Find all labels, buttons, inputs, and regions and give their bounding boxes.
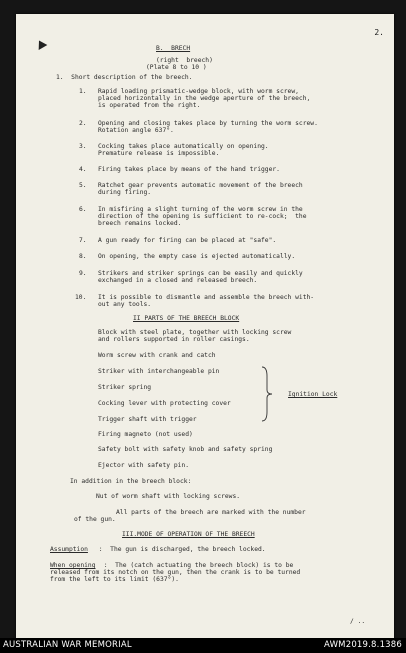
part-item: Trigger shaft with trigger — [98, 416, 197, 423]
item-line: Rapid loading prismatic-wedge block, with worm screw, — [98, 88, 299, 95]
assumption-text: : The gun is discharged, the breech locked. — [95, 546, 266, 553]
footer-bar — [0, 638, 406, 653]
ignition-lock-label: Ignition Lock — [288, 391, 338, 398]
continuation-mark: / .. — [350, 618, 366, 625]
ignition-lock-bracket — [260, 366, 274, 422]
item-number: 6. — [79, 206, 87, 213]
parts-intro-line: and rollers supported in roller casings. — [98, 336, 250, 343]
part-item: Firing magneto (not used) — [98, 431, 193, 438]
footer-accession-number: AWM2019.8.1386 — [324, 640, 402, 650]
item-number: 5. — [79, 182, 87, 189]
opening-line: : The (catch actuating the breech block) is to be — [100, 562, 294, 569]
item-line: Firing takes place by means of the hand trigger. — [98, 166, 280, 173]
item-line: Premature release is impossible. — [98, 150, 220, 157]
item-line: Strikers and striker springs can be easily and quickly — [98, 270, 303, 277]
item-number: 10. — [75, 294, 87, 301]
section-1-title: 1. Short description of the breech. — [56, 74, 193, 81]
item-line: It is possible to dismantle and assemble the breech with- — [98, 294, 315, 301]
item-line: Cocking takes place automatically on opening. — [98, 143, 269, 150]
item-line: out any tools. — [98, 301, 152, 308]
item-line: On opening, the empty case is ejected automatically. — [98, 253, 296, 260]
part-item: Ejector with safety pin. — [98, 462, 189, 469]
opening-label: When opening — [50, 562, 96, 569]
subheading-1: (right breech) — [156, 57, 213, 64]
section-3-title: III.MODE OF OPERATION OF THE BREECH — [122, 531, 255, 538]
item-number: 9. — [79, 270, 87, 277]
item-number: 2. — [79, 120, 87, 127]
pin-marker-icon — [35, 38, 48, 50]
item-number: 4. — [79, 166, 87, 173]
item-number: 3. — [79, 143, 87, 150]
part-item: Striker with interchangeable pin — [98, 368, 220, 375]
footer-left-credit: AUSTRALIAN WAR MEMORIAL — [3, 640, 132, 650]
opening-line: from the left to its limit (637°). — [50, 576, 179, 583]
document-page — [16, 14, 394, 638]
item-number: 8. — [79, 253, 87, 260]
part-item: Worm screw with crank and catch — [98, 352, 216, 359]
item-line: direction of the opening is sufficient to re-cock; the — [98, 213, 307, 220]
item-number: 1. — [79, 88, 87, 95]
marked-line: All parts of the breech are marked with the number — [116, 509, 306, 516]
subheading-2: (Plate 8 to 10 ) — [146, 64, 207, 71]
item-number: 7. — [79, 237, 87, 244]
parts-intro-line: Block with steel plate, together with locking screw — [98, 329, 292, 336]
opening-line: released from its notch on the gun, then the crank is to be turned — [50, 569, 301, 576]
marked-line: of the gun. — [74, 516, 116, 523]
page-number: 2. — [374, 28, 384, 37]
addition-item: Nut of worm shaft with locking screws. — [96, 493, 241, 500]
section-2-title: II PARTS OF THE BREECH BLOCK — [133, 315, 240, 322]
item-line: breech remains locked. — [98, 220, 182, 227]
part-item: Cocking lever with protecting cover — [98, 400, 231, 407]
item-line: Opening and closing takes place by turning the worm screw. — [98, 120, 318, 127]
item-line: In misfiring a slight turning of the worm screw in the — [98, 206, 303, 213]
part-item: Safety bolt with safety knob and safety spring — [98, 446, 273, 453]
item-line: A gun ready for firing can be placed at "safe". — [98, 237, 277, 244]
heading: B. BRECH — [156, 45, 191, 52]
assumption-label: Assumption — [50, 546, 88, 553]
addition-intro: In addition in the breech block: — [70, 478, 192, 485]
item-line: placed horizontally in the wedge aperture of the breech, — [98, 95, 311, 102]
item-line: exchanged in a closed and released breech. — [98, 277, 258, 284]
item-line: is operated from the right. — [98, 102, 201, 109]
item-line: Ratchet gear prevents automatic movement of the breech — [98, 182, 303, 189]
item-line: Rotation angle 637°. — [98, 127, 174, 134]
item-line: during firing. — [98, 189, 152, 196]
part-item: Striker spring — [98, 384, 152, 391]
